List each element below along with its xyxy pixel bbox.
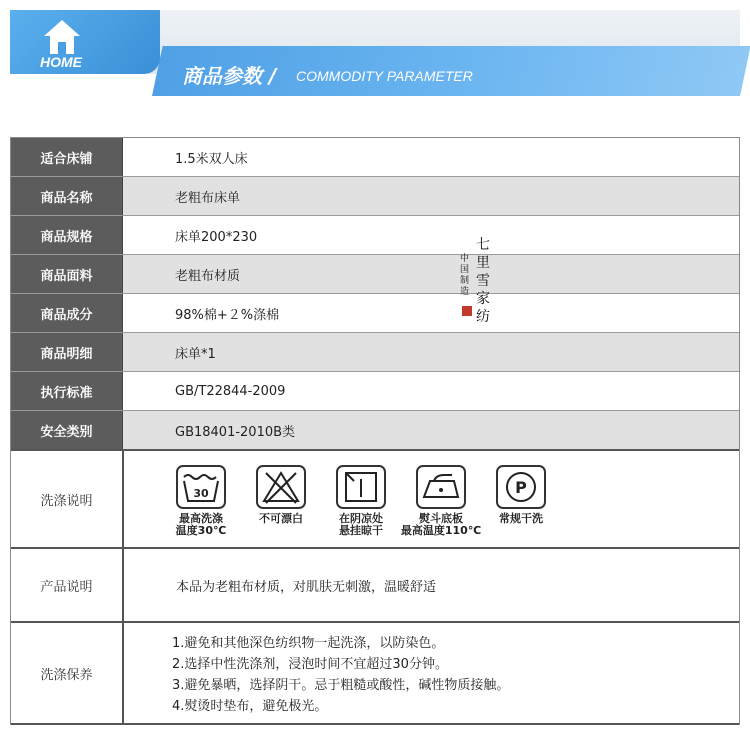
param-value: 床单*1 [123, 333, 739, 371]
param-value: GB/T22844-2009 [175, 383, 286, 399]
table-row [11, 333, 739, 372]
washing-icons [124, 465, 552, 537]
line-dry-line2: 悬挂晾干 [339, 524, 383, 537]
iron-item [400, 465, 482, 537]
care-line: 4.熨烫时垫布，避免极光。 [172, 699, 328, 714]
washing-row [11, 451, 739, 549]
param-label: 商品成分 [11, 294, 123, 332]
iron-label [401, 513, 481, 537]
no-bleach-line1: 不可漂白 [259, 512, 303, 525]
param-value: 1.5米双人床 [175, 151, 248, 167]
dry-clean-item [490, 465, 552, 525]
table-row [11, 177, 739, 216]
header-banner [10, 10, 740, 90]
care-label: 洗涤保养 [11, 623, 124, 723]
no-bleach-item [250, 465, 312, 525]
table-row [11, 255, 739, 294]
care-line: 1.避免和其他深色纺织物一起洗涤，以防染色。 [172, 636, 445, 651]
wash-30-label [176, 513, 227, 537]
param-label: 商品明细 [11, 333, 123, 371]
no-bleach-icon [256, 465, 306, 509]
wash-30-icon [176, 465, 226, 509]
origin-text: 中国制造 [460, 254, 470, 297]
line-dry-shade-icon [336, 465, 386, 509]
section-title: 商品参数 / [182, 64, 277, 88]
no-bleach-label [259, 513, 303, 525]
param-label: 商品面料 [11, 255, 123, 293]
param-label: 商品名称 [11, 177, 123, 215]
dry-clean-label [499, 513, 543, 525]
table-row [11, 294, 739, 333]
dry-clean-letter: P [515, 478, 527, 497]
home-tab[interactable] [10, 10, 160, 74]
line-dry-line1: 在阴凉处 [339, 512, 383, 525]
washing-icons-cell [124, 451, 739, 547]
seal-stamp-icon [462, 306, 472, 316]
brand-seal [460, 236, 500, 336]
table-row [11, 216, 739, 255]
care-list [124, 623, 509, 717]
wash-30-line2: 温度30℃ [175, 524, 227, 537]
product-row [11, 549, 739, 623]
brand-name: 七里雪家纺 [476, 237, 490, 325]
dry-clean-icon [496, 465, 546, 509]
table-row [11, 138, 739, 177]
param-label: 适合床铺 [11, 138, 123, 176]
param-value: 98%棉+２%涤棉 [175, 307, 280, 323]
line-dry-label [339, 513, 383, 537]
care-row [11, 623, 739, 725]
care-line: 2.选择中性洗涤剂，浸泡时间不宜超过30分钟。 [172, 657, 448, 672]
home-label: HOME [40, 54, 82, 70]
washing-label: 洗涤说明 [11, 451, 124, 547]
care-cell [124, 623, 739, 723]
product-text: 本品为老粗布材质，对肌肤无刺激，温暖舒适 [176, 579, 437, 595]
table-row [11, 372, 739, 411]
care-line: 3.避免暴晒，选择阴干。忌于粗糙或酸性，碱性物质接触。 [172, 678, 510, 693]
wash-30-line1: 最高洗涤 [178, 512, 223, 525]
param-value: GB18401-2010B类 [123, 411, 739, 449]
parameter-table [10, 137, 740, 725]
product-label: 产品说明 [11, 549, 124, 621]
param-value: 床单200*230 [175, 229, 258, 245]
wash-temp-text: 30 [193, 487, 209, 500]
param-value: 老粗布床单 [123, 177, 739, 215]
dry-clean-line1: 常规干洗 [499, 512, 543, 525]
param-label: 执行标准 [11, 372, 123, 410]
iron-line2: 最高温度110℃ [400, 524, 482, 537]
wash-30-item [170, 465, 232, 537]
param-label: 商品规格 [11, 216, 123, 254]
line-dry-item [330, 465, 392, 537]
table-row [11, 411, 739, 451]
iron-line1: 熨斗底板 [419, 512, 463, 525]
iron-icon [416, 465, 466, 509]
param-label: 安全类别 [11, 411, 123, 449]
param-value: 老粗布材质 [123, 255, 739, 293]
section-subtitle: COMMODITY PARAMETER [296, 68, 473, 84]
